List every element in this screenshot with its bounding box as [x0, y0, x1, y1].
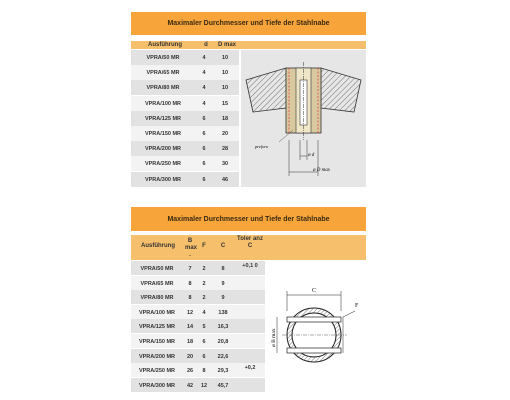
label-d: ø d: [308, 153, 315, 158]
cell-f: 5: [202, 324, 206, 331]
cell-c: 8: [221, 266, 225, 272]
table-row: [131, 111, 239, 126]
cell-c: 9: [221, 280, 225, 287]
label-preforo: preforo: [255, 144, 269, 149]
table-row: [131, 378, 265, 392]
label-Dmax: ø D max: [313, 168, 330, 173]
table-row: [131, 126, 239, 141]
table-header: [131, 235, 366, 260]
cell-dmax: 46: [221, 176, 229, 183]
table-row: [131, 305, 265, 319]
cell-d: 4: [202, 85, 206, 92]
label-bmax: ø B max: [271, 328, 277, 347]
cell-bmax: 18: [186, 339, 194, 345]
cell-c: 29,3: [217, 368, 229, 375]
cell-dmax: 20: [221, 131, 229, 137]
cell-f: 2: [202, 266, 206, 272]
leader-f: [343, 311, 355, 317]
col-header-ausfuehrung: Ausführung: [148, 42, 182, 48]
cell-bmax: 8: [188, 295, 192, 302]
cell-dmax: 15: [221, 100, 229, 107]
cell-ausfuehrung: VPRA/300 MR: [138, 382, 176, 389]
cell-dmax: 10: [221, 85, 229, 92]
cell-bmax: 20: [186, 353, 194, 360]
table-row: [131, 363, 265, 377]
cell-f: 6: [202, 339, 206, 345]
cell-bmax: 12: [186, 309, 194, 316]
cell-d: 6: [202, 146, 206, 153]
cell-d: 4: [202, 100, 206, 107]
cell-c: 20,8: [217, 339, 229, 345]
cell-f: 2: [202, 295, 206, 302]
cell-bmax: 26: [186, 368, 194, 375]
cell-f: 12: [200, 382, 208, 389]
col-header-c: C: [220, 243, 226, 249]
table-row: [131, 290, 265, 304]
cell-dmax: 10: [221, 70, 229, 77]
label-c: C: [312, 288, 317, 294]
cell-d: 4: [202, 55, 206, 61]
cell-toleranz-c: +0,1 0: [242, 263, 258, 269]
table-row: [131, 156, 239, 171]
table-header: [131, 41, 366, 49]
col-header-toleranz-c: Toler anz C: [237, 236, 263, 249]
cell-ausfuehrung: VPRA/100 MR: [138, 309, 176, 316]
table-row: [131, 65, 239, 80]
panel-title: Maximaler Durchmesser und Tiefe der Stahlnabe: [131, 207, 366, 231]
cell-ausfuehrung: VPRA/80 MR: [140, 295, 174, 302]
cell-bmax: 42: [186, 382, 194, 389]
cell-ausfuehrung: VPRA/200 MR: [144, 146, 182, 153]
cell-toleranz-c: +0,2: [244, 365, 256, 372]
hub-cross-section-diagram: [241, 50, 366, 187]
cell-ausfuehrung: VPRA/125 MR: [138, 324, 176, 331]
cell-ausfuehrung: VPRA/50 MR: [140, 266, 174, 272]
cell-c: 45,7: [217, 382, 229, 389]
table-row: [131, 261, 265, 275]
table-row: [131, 50, 239, 65]
cell-bmax: 8: [188, 280, 192, 287]
cell-f: 2: [202, 280, 206, 287]
cell-f: 6: [202, 353, 206, 360]
cell-d: 6: [202, 131, 206, 137]
table-row: [131, 96, 239, 111]
cell-ausfuehrung: VPRA/150 MR: [144, 131, 182, 137]
cell-ausfuehrung: VPRA/150 MR: [138, 339, 176, 345]
cell-ausfuehrung: VPRA/65 MR: [140, 280, 174, 287]
label-f: F: [355, 303, 359, 309]
col-header-d: d: [204, 42, 208, 48]
table-row: [131, 141, 239, 156]
cell-ausfuehrung: VPRA/250 MR: [144, 161, 182, 168]
cell-bmax: 7: [188, 266, 192, 272]
cell-ausfuehrung: VPRA/65 MR: [146, 70, 180, 77]
cell-c: 138: [218, 309, 228, 316]
cell-dmax: 18: [221, 115, 229, 122]
col-header-f: F: [202, 243, 206, 249]
cell-bmax: 14: [186, 324, 194, 331]
panel-title: Maximaler Durchmesser und Tiefe der Stahlnabe: [131, 12, 366, 35]
cell-ausfuehrung: VPRA/80 MR: [146, 85, 180, 92]
ring-cross-section-diagram: [267, 261, 366, 393]
table-row: [131, 319, 265, 333]
cell-ausfuehrung: VPRA/100 MR: [144, 100, 182, 107]
cell-c: 16,3: [217, 324, 229, 331]
cell-ausfuehrung: VPRA/125 MR: [144, 115, 182, 122]
hub-dimensions-panel-1: [131, 12, 366, 187]
table-row: [131, 334, 265, 348]
housing-right: [321, 68, 361, 112]
table-row: [131, 172, 239, 187]
cell-ausfuehrung: VPRA/300 MR: [144, 176, 182, 183]
cell-f: 4: [202, 309, 206, 316]
cell-c: 9: [221, 295, 225, 302]
groove-top: [287, 317, 341, 322]
col-header-bmax: B max .: [185, 238, 198, 258]
cell-ausfuehrung: VPRA/200 MR: [138, 353, 176, 360]
cell-c: 22,6: [217, 353, 229, 360]
cell-d: 6: [202, 161, 206, 168]
cell-d: 6: [202, 115, 206, 122]
table-row: [131, 276, 265, 290]
table-row: [131, 349, 265, 363]
cell-dmax: 28: [221, 146, 229, 153]
table-row: [131, 80, 239, 95]
hub-dimensions-panel-2: [131, 207, 366, 393]
groove-bottom: [287, 348, 341, 353]
cell-dmax: 10: [221, 55, 229, 61]
cell-ausfuehrung: VPRA/250 MR: [138, 368, 176, 375]
col-header-dmax: D max: [217, 42, 236, 48]
cell-f: 8: [202, 368, 206, 375]
col-header-ausfuehrung: Ausführung: [141, 243, 175, 249]
housing-left: [246, 68, 286, 112]
cell-d: 4: [202, 70, 206, 77]
cell-ausfuehrung: VPRA/50 MR: [146, 55, 180, 61]
cell-d: 6: [202, 176, 206, 183]
cell-dmax: 30: [221, 161, 229, 168]
